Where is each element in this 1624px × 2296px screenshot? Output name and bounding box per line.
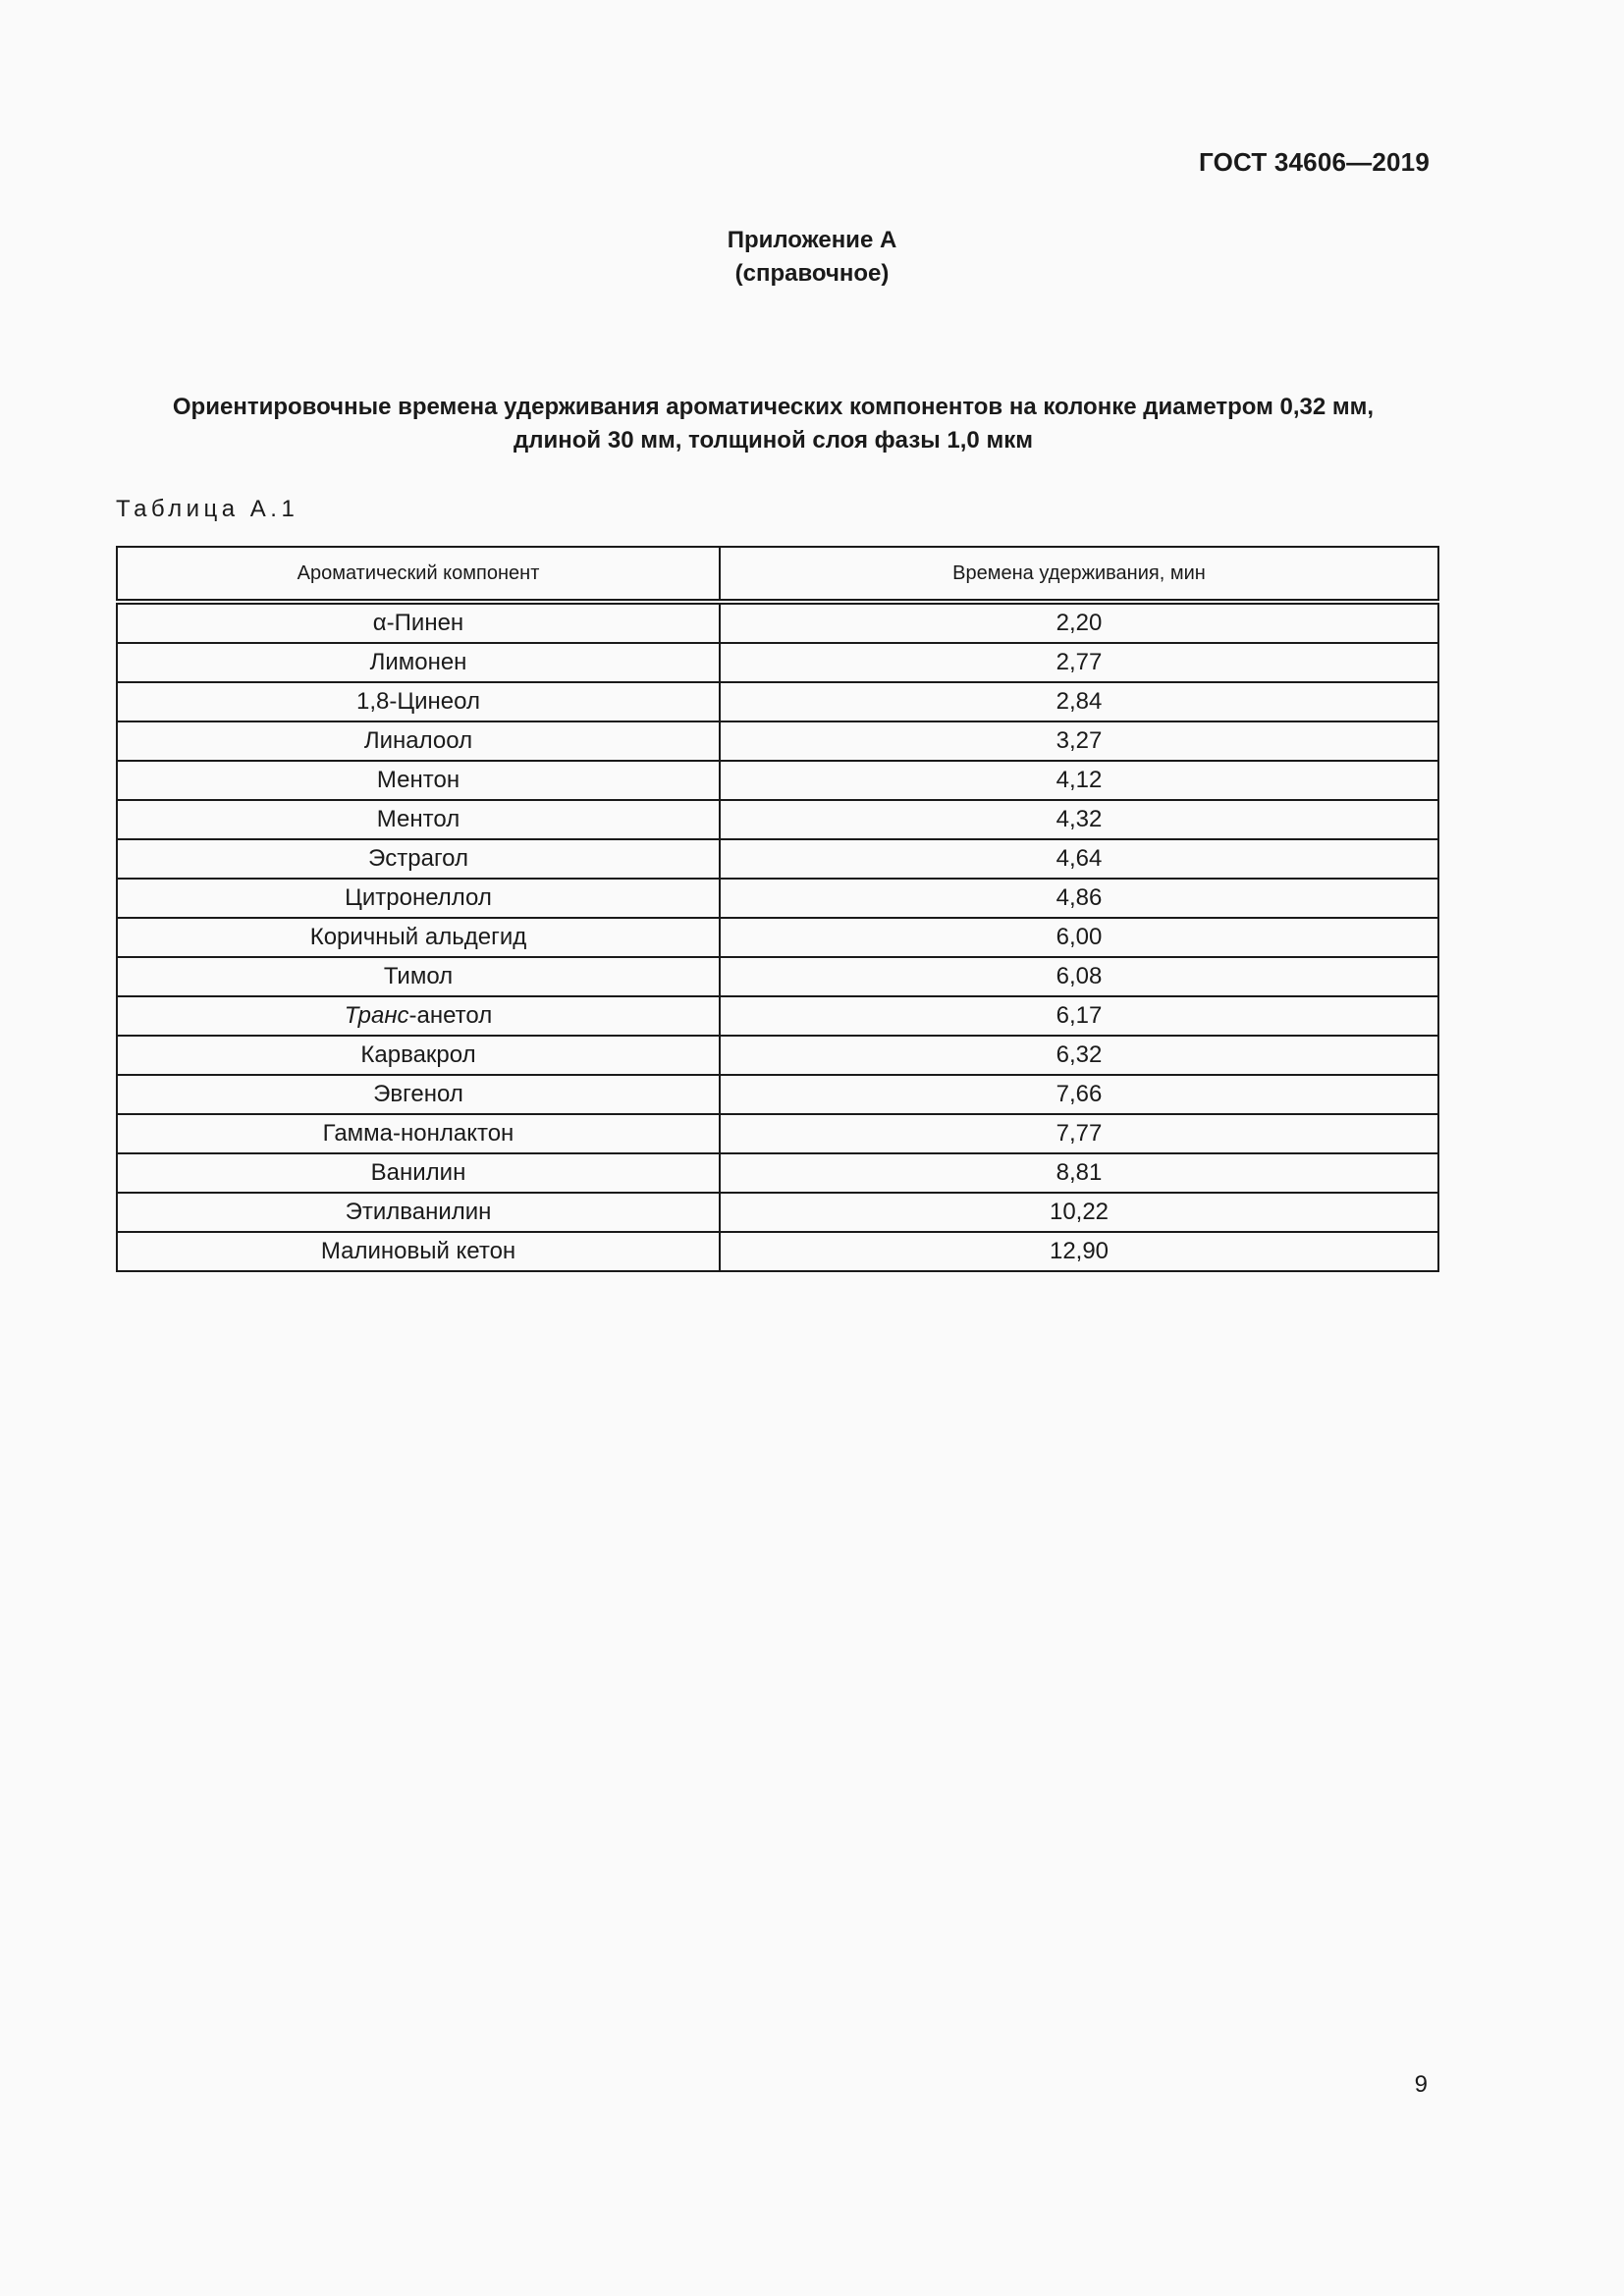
table-row xyxy=(117,721,1438,761)
component-name: Линалоол xyxy=(363,727,473,754)
retention-time-cell: 6,32 xyxy=(720,1036,1438,1075)
table-heading-line-1: Ориентировочные времена удерживания ароматических компонентов на колонке диаметром 0,32 мм, xyxy=(172,394,1375,420)
retention-time-cell: 8,81 xyxy=(720,1153,1438,1193)
table-row xyxy=(117,602,1438,643)
retention-time-cell: 2,84 xyxy=(720,682,1438,721)
retention-time-cell: 4,32 xyxy=(720,800,1438,839)
table-row xyxy=(117,839,1438,879)
retention-time-cell: 6,17 xyxy=(720,996,1438,1036)
component-name: α-Пинен xyxy=(372,610,464,636)
component-name: Ванилин xyxy=(370,1159,466,1186)
table-heading xyxy=(118,391,1429,457)
table-row xyxy=(117,957,1438,996)
appendix-subtitle: (справочное) xyxy=(734,260,890,287)
component-name-cell xyxy=(117,1193,720,1232)
retention-time-cell: 4,12 xyxy=(720,761,1438,800)
table-header-row xyxy=(117,547,1438,602)
component-name: Ментон xyxy=(376,767,460,793)
component-name: Эстрагол xyxy=(368,845,468,872)
retention-time-cell: 4,64 xyxy=(720,839,1438,879)
table-row xyxy=(117,1193,1438,1232)
table-row xyxy=(117,1153,1438,1193)
component-name-cell xyxy=(117,1075,720,1114)
retention-time-cell: 3,27 xyxy=(720,721,1438,761)
component-name: Карвакрол xyxy=(360,1041,476,1068)
retention-times-table xyxy=(116,546,1439,1272)
table-row xyxy=(117,1036,1438,1075)
component-name: Этилванилин xyxy=(345,1199,492,1225)
table-heading-line-2: длиной 30 мм, толщиной слоя фазы 1,0 мкм xyxy=(514,427,1033,454)
table-row xyxy=(117,879,1438,918)
component-name: -анетол xyxy=(408,1002,493,1029)
component-name-cell xyxy=(117,643,720,682)
table-row xyxy=(117,996,1438,1036)
component-name-cell xyxy=(117,1036,720,1075)
component-name-italic-part: Транс xyxy=(344,1002,409,1029)
column-header-component: Ароматический компонент xyxy=(117,547,720,602)
component-name-cell xyxy=(117,957,720,996)
retention-time-cell: 10,22 xyxy=(720,1193,1438,1232)
retention-time-cell: 4,86 xyxy=(720,879,1438,918)
table-row xyxy=(117,682,1438,721)
component-name: Ментол xyxy=(376,806,460,832)
component-name-cell xyxy=(117,682,720,721)
retention-time-cell: 6,08 xyxy=(720,957,1438,996)
component-name-cell xyxy=(117,918,720,957)
component-name: Цитронеллол xyxy=(345,884,492,911)
component-name-cell xyxy=(117,800,720,839)
component-name-cell xyxy=(117,839,720,879)
component-name: Коричный альдегид xyxy=(309,924,527,950)
table-row xyxy=(117,643,1438,682)
table-row xyxy=(117,761,1438,800)
retention-time-cell: 7,77 xyxy=(720,1114,1438,1153)
appendix-title: Приложение А xyxy=(727,227,897,253)
component-name: 1,8-Цинеол xyxy=(356,688,480,715)
table-row xyxy=(117,800,1438,839)
retention-time-cell: 6,00 xyxy=(720,918,1438,957)
component-name-cell xyxy=(117,602,720,643)
retention-time-cell: 7,66 xyxy=(720,1075,1438,1114)
table-row xyxy=(117,1114,1438,1153)
table-caption: Таблица А.1 xyxy=(116,496,299,522)
component-name-cell xyxy=(117,996,720,1036)
retention-time-cell: 12,90 xyxy=(720,1232,1438,1271)
component-name-cell xyxy=(117,721,720,761)
page-number: 9 xyxy=(1414,2071,1428,2098)
component-name-cell xyxy=(117,1114,720,1153)
table-row xyxy=(117,918,1438,957)
component-name-cell xyxy=(117,1153,720,1193)
retention-time-cell: 2,20 xyxy=(720,602,1438,643)
component-name: Тимол xyxy=(383,963,454,989)
component-name-cell xyxy=(117,761,720,800)
retention-time-cell: 2,77 xyxy=(720,643,1438,682)
component-name: Эвгенол xyxy=(373,1081,463,1107)
document-code: ГОСТ 34606—2019 xyxy=(1199,147,1430,177)
appendix-header xyxy=(0,224,1624,291)
component-name-cell xyxy=(117,1232,720,1271)
component-name-cell xyxy=(117,879,720,918)
table-row xyxy=(117,1232,1438,1271)
column-header-retention-time: Времена удерживания, мин xyxy=(720,547,1438,602)
table-body xyxy=(117,602,1438,1271)
component-name: Гамма-нонлактон xyxy=(322,1120,514,1147)
component-name: Малиновый кетон xyxy=(320,1238,516,1264)
table-row xyxy=(117,1075,1438,1114)
component-name: Лимонен xyxy=(369,649,467,675)
